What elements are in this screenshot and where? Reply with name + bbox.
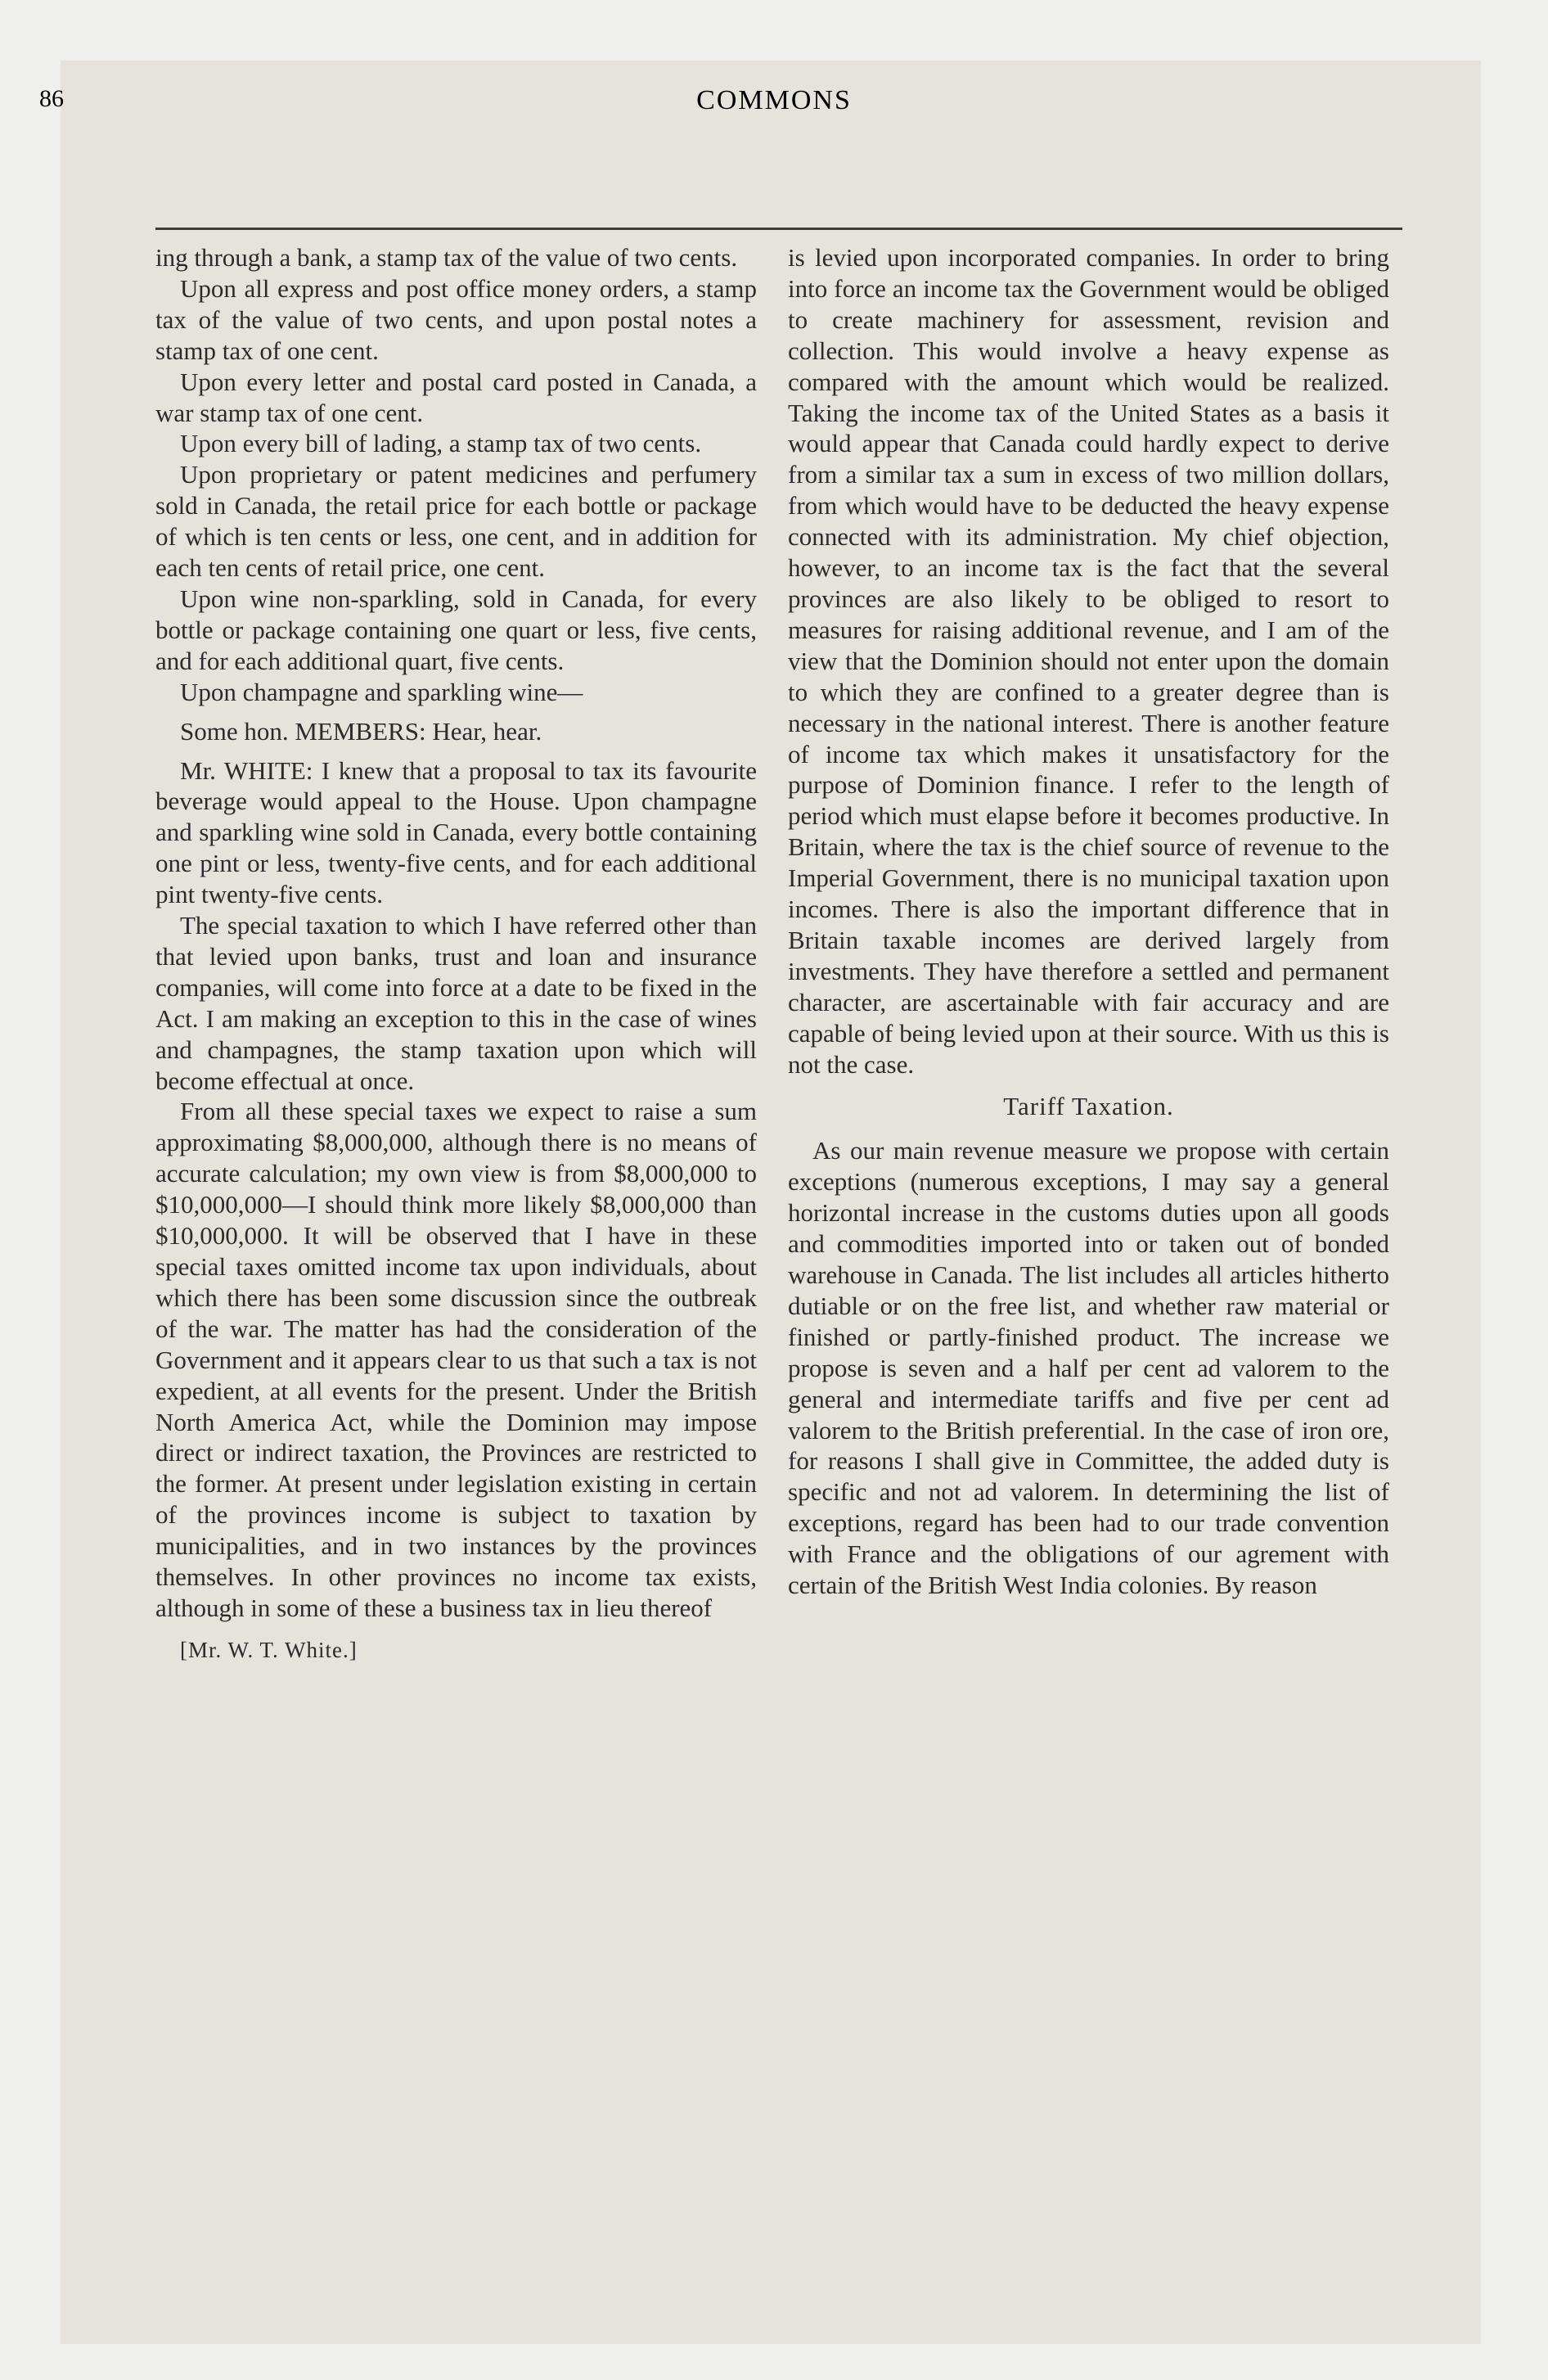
paragraph: Upon wine non-sparkling, sold in Canada, for every bottle or package containing one quart or less, five cents, and for each additional quart, five cents. bbox=[155, 584, 757, 675]
paragraph: Upon every letter and postal card posted in Canada, a war stamp tax of one cent. bbox=[155, 367, 757, 427]
paragraph: From all these special taxes we expect to raise a sum approximating $8,000,000, although there is no means of accurate calculation; my own view is from $8,000,000 to $10,000,000—I should think more likely $8,000,000 than $10,000,000. It will be observed that I have in these special taxes omitted income tax upon individuals, about which there has been some discussion since the outbreak of the war. The matter has had the consideration of the Government and it appears clear to us that such a tax is not expedient, at all events for the present. Under the British North America Act, while the Dominion may impose direct or indirect taxation, the Provinces are restricted to the former. At present under legislation existing in certain of the provinces income is subject to taxation by municipalities, and in two instances by the provinces themselves. In other provinces no income tax exists, although in some of these a business tax in lieu thereof bbox=[155, 1097, 757, 1622]
paragraph: Upon every bill of lading, a stamp tax of two cents. bbox=[180, 429, 702, 458]
paragraph: Upon champagne and sparkling wine— bbox=[180, 677, 583, 706]
paragraph: The special taxation to which I have referred other than that levied upon banks, trust and loan and insurance companies, will come into force at a date to be fixed in the Act. I am making an exception to this in the case of wines and champagnes, the stamp taxation upon which will become effectual at once. bbox=[155, 911, 757, 1095]
left-column bbox=[155, 242, 757, 1666]
page-number: 86 bbox=[39, 85, 64, 112]
running-title: COMMONS bbox=[696, 85, 852, 115]
paragraph: Upon proprietary or patent medicines and perfumery sold in Canada, the retail price for each bottle or package of which is ten cents or less, one cent, and in addition for each ten cents of retail price, one cent. bbox=[155, 460, 757, 583]
paragraph: is levied upon incorporated companies. In order to bring into force an income tax the Government would be obliged to create machinery for assessment, revision and collection. This would involve a heavy expense as compared with the amount which would be realized. Taking the income tax of the United States as a basis it would appear that Canada could hardly expect to derive from a similar tax a sum in excess of two million dollars, from which would have to be deducted the heavy expense connected with its administration. My chief objection, however, to an income tax is the fact that the several provinces are also likely to be obliged to resort to measures for raising additional revenue, and I am of the view that the Dominion should not enter upon the domain to which they are confined to a greater degree than is necessary in the national interest. There is another feature of income tax which makes it unsatisfactory for the purpose of Dominion finance. I refer to the length of period which must elapse before it becomes productive. In Britain, where the tax is the chief source of revenue to the Imperial Government, there is no municipal taxation upon incomes. There is also the important difference that in Britain taxable incomes are derived largely from investments. They have therefore a settled and permanent character, are ascertainable with fair accuracy and are capable of being levied upon at their source. With us this is not the case. bbox=[788, 243, 1389, 1079]
header-rule bbox=[155, 228, 1402, 230]
speaker-interjection: Some hon. MEMBERS: Hear, hear. bbox=[180, 716, 542, 746]
paragraph: Mr. WHITE: I knew that a proposal to tax its favourite beverage would appeal to the House. Upon champagne and sparkling wine sold in Canada, every bottle containing one pint or less, twenty-five cents, and for each additional pint twenty-five cents. bbox=[155, 755, 757, 909]
section-heading: Tariff Taxation. bbox=[1003, 1092, 1174, 1121]
paragraph: Upon all express and post office money orders, a stamp tax of the value of two cents, and upon postal notes a stamp tax of one cent. bbox=[155, 273, 757, 365]
speaker-byline: [Mr. W. T. White.] bbox=[180, 1637, 358, 1662]
paragraph: ing through a bank, a stamp tax of the value of two cents. bbox=[155, 243, 738, 272]
paragraph: As our main revenue measure we propose with certain exceptions (numerous exceptions, I may say a general horizontal increase in the customs duties upon all goods and commodities imported into or taken out of bonded warehouse in Canada. The list includes all articles hitherto dutiable or on the free list, and whether raw material or finished or partly-finished product. The increase we propose is seven and a half per cent ad valorem to the general and intermediate tariffs and five per cent ad valorem to the British preferential. In the case of iron ore, for reasons I shall give in Committee, the added duty is specific and not ad valorem. In determining the list of exceptions, regard has been had to our trade convention with France and the obligations of our agrement with certain of the British West India colonies. By reason bbox=[788, 1136, 1389, 1600]
right-column bbox=[788, 242, 1389, 1601]
